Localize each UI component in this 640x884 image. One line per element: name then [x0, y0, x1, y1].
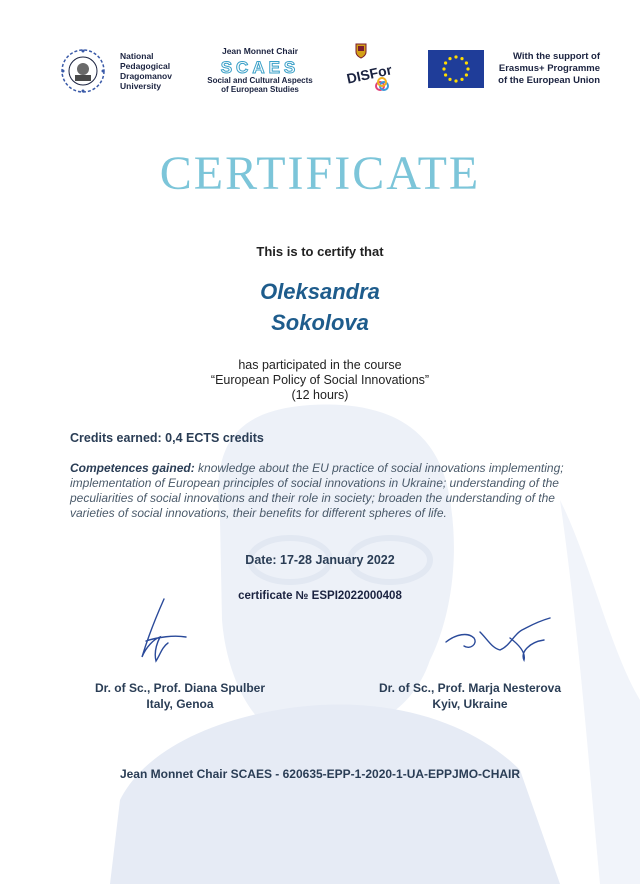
university-line: Dragomanov — [120, 71, 172, 81]
eu-flag-icon — [428, 50, 484, 88]
signer-left-name: Dr. of Sc., Prof. Diana Spulber — [94, 681, 266, 695]
disfor-logo-text: DISFor — [345, 61, 394, 87]
eu-support-line: Erasmus+ Programme — [498, 63, 600, 74]
signer-right — [370, 680, 570, 712]
scaes-logo-text: SCAES — [220, 58, 300, 76]
university-line: National — [120, 51, 154, 61]
recipient-first-name: Oleksandra — [260, 279, 380, 304]
jean-monnet-title: Jean Monnet Chair — [221, 46, 299, 56]
signer-right-location: Kyiv, Ukraine — [432, 697, 508, 711]
scaes-subtitle-line: of European Studies — [221, 85, 299, 94]
competences-text: knowledge about the EU practice of social innovations implementing; implementation of European principles of social innovations in Ukraine; understanding of the peculiarities of social innovations and their role in society; broaden the understanding of the varieties of social innovations, their benefits for different spheres of life. — [70, 461, 564, 520]
signature-right — [440, 612, 560, 662]
university-name — [120, 51, 172, 91]
recipient-name — [0, 276, 640, 338]
signature-left — [134, 597, 194, 667]
signer-right-name: Dr. of Sc., Prof. Marja Nesterova — [378, 681, 562, 695]
scaes-logo — [208, 58, 312, 76]
signer-left-location: Italy, Genoa — [146, 697, 214, 711]
university-logo — [60, 48, 106, 94]
course-date: Date: 17-28 January 2022 — [245, 553, 395, 567]
scaes-subtitle-line: Social and Cultural Aspects — [207, 76, 313, 85]
certificate-number: certificate № ESPI2022000408 — [238, 590, 402, 602]
certificate-title: CERTIFICATE — [159, 147, 481, 200]
course-line: has participated in the course — [238, 358, 402, 372]
competences-paragraph — [70, 461, 590, 521]
footer-project-code: Jean Monnet Chair SCAES - 620635-EPP-1-2020-1-UA-EPPJMO-CHAIR — [119, 767, 521, 781]
university-line: University — [120, 81, 162, 91]
signer-left — [80, 680, 280, 712]
competences-label: Competences gained: — [70, 461, 195, 475]
scaes-logo-block — [196, 46, 324, 94]
disfor-logo — [344, 42, 406, 94]
eu-support-line: With the support of — [513, 51, 600, 62]
eu-support-text — [490, 51, 600, 87]
university-line: Pedagogical — [120, 61, 171, 71]
credits-earned: Credits earned: 0,4 ECTS credits — [70, 431, 264, 445]
recipient-last-name: Sokolova — [271, 310, 369, 335]
eu-support-line: of the European Union — [498, 75, 600, 86]
course-description — [0, 358, 640, 403]
certify-intro: This is to certify that — [256, 244, 384, 259]
course-hours: (12 hours) — [291, 388, 349, 402]
course-title: “European Policy of Social Innovations” — [210, 373, 430, 387]
